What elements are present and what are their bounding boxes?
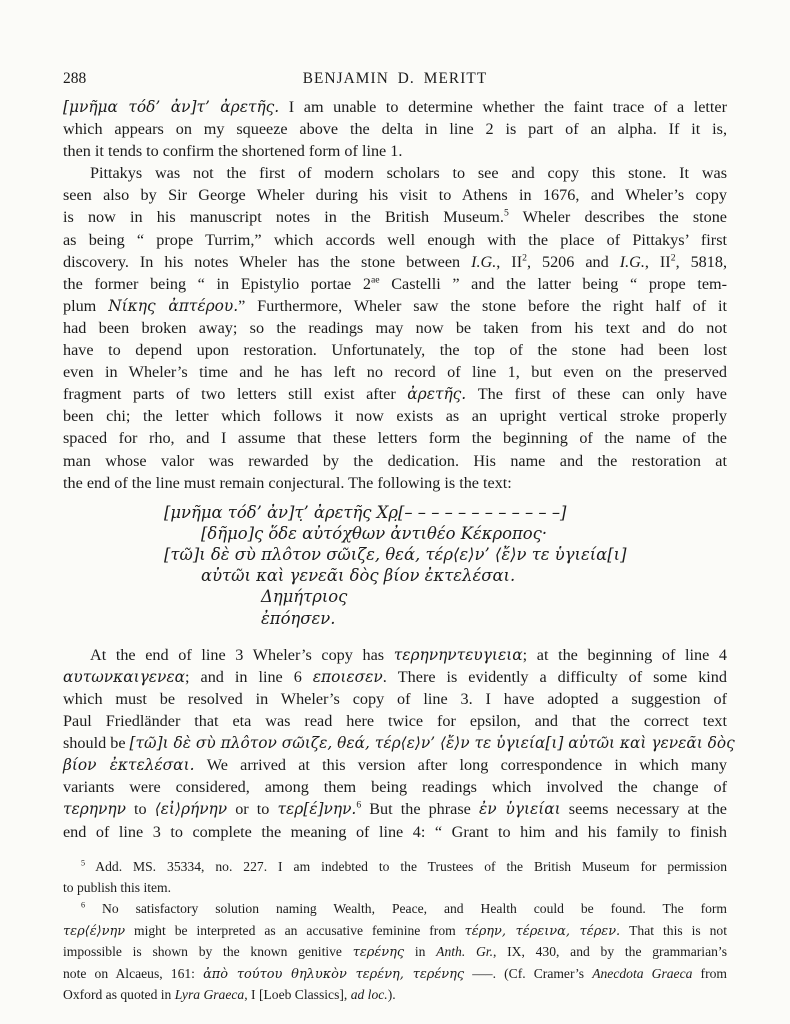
epigram-line xyxy=(261,586,727,607)
epigram-line xyxy=(201,523,727,544)
text-line xyxy=(63,666,727,688)
footnote-reference: ae xyxy=(370,274,380,286)
text-run: the end of the line must remain conjectural. The following is the text: xyxy=(63,473,512,492)
text-line xyxy=(63,984,727,1005)
footnote-reference: 5 xyxy=(503,208,509,220)
text-run: which must be resolved in Wheler’s copy of line 3. I have adopted a suggestion of xyxy=(63,690,727,708)
text-line xyxy=(63,472,727,494)
greek-text: τερ[έ]νην. xyxy=(277,800,357,819)
footnote-section xyxy=(63,856,727,1006)
text-run: end of line 3 to complete the meaning of line 4: “ Grant to him and his family to finish xyxy=(63,822,727,841)
epigram-line xyxy=(201,565,727,586)
italic-text: ad loc. xyxy=(350,987,388,1002)
text-run: even in Wheler’s time and he has left no record of line 1, but even on the preserved xyxy=(63,363,727,382)
text-line xyxy=(63,162,727,184)
text-run: might be interpreted as an accusative feminine from xyxy=(125,922,465,938)
greek-text: [τῶ]ι δὲ σὺ πλο̂τον σῶιζε, θεά, τέρ⟨ε⟩ν’ ⟨ἔ⟩ν τε ὑγιεία[ι] xyxy=(164,545,627,565)
text-line xyxy=(63,644,727,666)
text-line xyxy=(63,963,727,984)
text-line xyxy=(63,877,727,898)
paragraph-pittakys-wheler xyxy=(63,162,727,493)
text-run: the former being “ in Epistylio portae 2 xyxy=(63,274,371,293)
text-run: been chi; the letter which follows it now exists as an upright vertical stroke properly xyxy=(63,407,727,426)
greek-text: ἐν ὑγιείαι xyxy=(478,800,561,819)
text-run: plum xyxy=(63,296,109,315)
text-run: . There is evidently a difficulty of some kind xyxy=(382,667,727,686)
text-line xyxy=(63,688,727,710)
greek-text: [μνῆμα τόδ’ ἀν]τ̣’ ἀρετῆς Χρ̣[– – – – – – – – – – – –] xyxy=(164,502,567,522)
text-line xyxy=(63,856,727,877)
text-line xyxy=(63,118,727,140)
page-header xyxy=(63,70,727,87)
greek-text: ἀρετῆς. xyxy=(407,385,467,404)
text-line xyxy=(63,206,727,228)
text-run: spaced for rho, and I assume that these letters form the beginning of the name of the xyxy=(63,429,727,448)
text-run: At the end of line 3 Wheler’s copy has xyxy=(90,645,394,664)
text-line xyxy=(63,361,727,383)
footnote-reference: 6 xyxy=(81,900,86,910)
text-line xyxy=(63,273,727,295)
text-run: seen also by Sir George Wheler during his visit to Athens in 1676, and Wheler’s copy xyxy=(63,186,727,205)
text-line xyxy=(63,405,727,427)
text-run: , IX, 430, and by the grammarian’s xyxy=(493,944,727,960)
text-run: from xyxy=(692,965,727,981)
italic-text: I.G. xyxy=(619,252,645,271)
text-run: then it tends to confirm the shortened form of line 1. xyxy=(63,142,403,161)
text-run: I am unable to determine whether the faint trace of a letter xyxy=(279,98,727,116)
text-run: or to xyxy=(227,800,278,819)
greek-text: Νίκης ἀπτέρου. xyxy=(108,296,239,315)
text-run: Wheler describes the stone xyxy=(508,208,727,227)
epigram-line xyxy=(261,608,727,629)
greek-text: τερηνηντευγιεια xyxy=(393,645,523,664)
greek-text: [τῶ]ι δὲ σὺ πλο̂τον σῶιζε, θεά, τέρ⟨ε⟩ν’ ⟨ἔ⟩ν τε ὑγιεία[ι] αὐτῶι καὶ γενεᾶι δὸς xyxy=(129,734,735,753)
greek-text: τερ⟨έ⟩νην xyxy=(63,923,126,939)
text-run: note on Alcaeus, 161: xyxy=(63,965,204,981)
text-run: which appears on my squeeze above the delta in line 2 is part of an alpha. If it is, xyxy=(63,120,727,139)
text-line xyxy=(63,450,727,472)
text-line xyxy=(63,941,727,962)
text-run: The first of these can only have xyxy=(466,385,727,404)
text-run: as being “ prope Turrim,” which accords well enough with the place of Pittakys’ first xyxy=(63,230,727,249)
text-run: ” Furthermore, Wheler saw the stone before the right half of it xyxy=(238,296,727,315)
text-line xyxy=(63,339,727,361)
text-line xyxy=(63,427,727,449)
footnote-reference: 6 xyxy=(356,800,362,812)
text-run: , II xyxy=(496,252,523,271)
footnote-5 xyxy=(63,856,727,899)
text-line xyxy=(63,821,727,843)
text-line xyxy=(63,229,727,251)
text-line xyxy=(63,317,727,339)
text-run: to publish this item. xyxy=(63,880,171,896)
greek-text: ἀπὸ τούτου θηλυκὸν τερένη, τερένης xyxy=(203,966,465,982)
text-run: We arrived at this version after long correspondence in which many xyxy=(194,756,727,775)
paragraph-continuation xyxy=(63,96,727,162)
text-run: Add. MS. 35334, no. 227. I am indebted to the Trustees of the British Museum for permission xyxy=(85,858,727,874)
greek-text: τερένης xyxy=(352,945,405,961)
text-run: discovery. In his notes Wheler has the stone between xyxy=(63,252,472,271)
text-line xyxy=(63,732,735,754)
text-run: Oxford as quoted in xyxy=(63,987,175,1002)
text-run: , I [Loeb Classics], xyxy=(244,987,351,1002)
text-line xyxy=(63,295,727,317)
text-line xyxy=(63,383,727,405)
greek-text: αυτωνκαιγενεα xyxy=(63,667,186,686)
text-run: Pittakys was not the first of modern scholars to see and copy this stone. It was xyxy=(90,164,727,183)
text-run: ). xyxy=(387,987,396,1002)
page-number: 288 xyxy=(63,70,87,87)
footnote-6 xyxy=(63,898,727,1005)
text-line xyxy=(63,898,727,919)
text-line xyxy=(63,184,727,206)
text-run: man whose valor was rewarded by the dedication. His name and the restoration at xyxy=(63,451,727,470)
greek-text: τέρην, τέρεινα, τέρεν. xyxy=(464,923,621,939)
text-line xyxy=(63,920,727,941)
greek-text: τερηνην xyxy=(63,800,126,819)
text-line xyxy=(63,251,727,273)
text-run: –––. (Cf. Cramer’s xyxy=(464,965,593,981)
epigram-block xyxy=(63,502,727,629)
italic-text: Anecdota Graeca xyxy=(592,965,693,981)
text-line xyxy=(63,710,727,732)
running-head: BENJAMIN D. MERITT xyxy=(302,70,488,87)
epigram-line xyxy=(164,544,727,565)
text-run: Castelli ” and the latter being “ prope tem- xyxy=(379,274,727,293)
text-run: had been broken away; so the readings may now be taken from his text and do not xyxy=(63,318,727,337)
text-run: ; and in line 6 xyxy=(185,667,313,686)
epigram-line xyxy=(164,502,727,523)
text-run: variants were considered, among them being readings which involved the change of xyxy=(63,778,727,797)
text-line xyxy=(63,96,727,118)
greek-text: [μνῆμα τόδ’ ἀν]τ’ ἀρετῆς. xyxy=(63,98,280,116)
text-run: , 5206 and xyxy=(526,252,620,271)
text-run: impossible is shown by the known genitive xyxy=(63,944,353,960)
greek-text: Δημήτριος xyxy=(261,587,348,607)
text-run: is now in his manuscript notes in the British Museum. xyxy=(63,208,504,227)
text-run: , 5818, xyxy=(675,252,728,271)
greek-text: βίον ἐκτελέσαι. xyxy=(63,756,195,775)
text-line xyxy=(63,754,727,776)
greek-text: ἐπόησεν. xyxy=(261,608,336,628)
text-line xyxy=(63,798,727,820)
greek-text: αὐτῶι καὶ γενεᾶι δὸς βίον ἐκτελέσαι. xyxy=(201,566,516,586)
footnote-reference: 2 xyxy=(522,252,527,264)
footnote-reference: 2 xyxy=(670,252,676,264)
text-run: Paul Friedländer that eta was read here twice for epsilon, and that the correct text xyxy=(63,712,727,731)
italic-text: Lyra Graeca xyxy=(174,987,245,1002)
text-run: That this is not xyxy=(620,922,727,938)
text-run: , II xyxy=(644,252,671,271)
text-run: ; at the beginning of line 4 xyxy=(522,645,727,664)
text-run: But the phrase xyxy=(361,800,479,819)
italic-text: I.G. xyxy=(471,252,497,271)
text-run: in xyxy=(404,944,437,960)
text-run: seems necessary at the xyxy=(560,800,727,819)
text-run: to xyxy=(125,800,155,819)
greek-text: εποιεσεν xyxy=(312,667,383,686)
greek-text: [δῆμο]ς ὅδε αὐτόχθων ἀντιθέο Κέκροπος· xyxy=(201,523,548,543)
text-run: have to depend upon restoration. Unfortunately, the top of the stone had been lost xyxy=(63,341,727,360)
paragraph-wheler-variants xyxy=(63,644,735,843)
text-run: No satisfactory solution naming Wealth, Peace, and Health could be found. The form xyxy=(85,901,727,917)
footnote-reference: 5 xyxy=(81,858,86,868)
text-line xyxy=(63,776,727,798)
text-line xyxy=(63,140,727,162)
italic-text: Anth. Gr. xyxy=(436,944,493,960)
text-run: fragment parts of two letters still exist after xyxy=(63,385,408,404)
greek-text: ⟨εἰ⟩ρήνην xyxy=(154,800,228,819)
text-run: should be xyxy=(63,734,130,753)
